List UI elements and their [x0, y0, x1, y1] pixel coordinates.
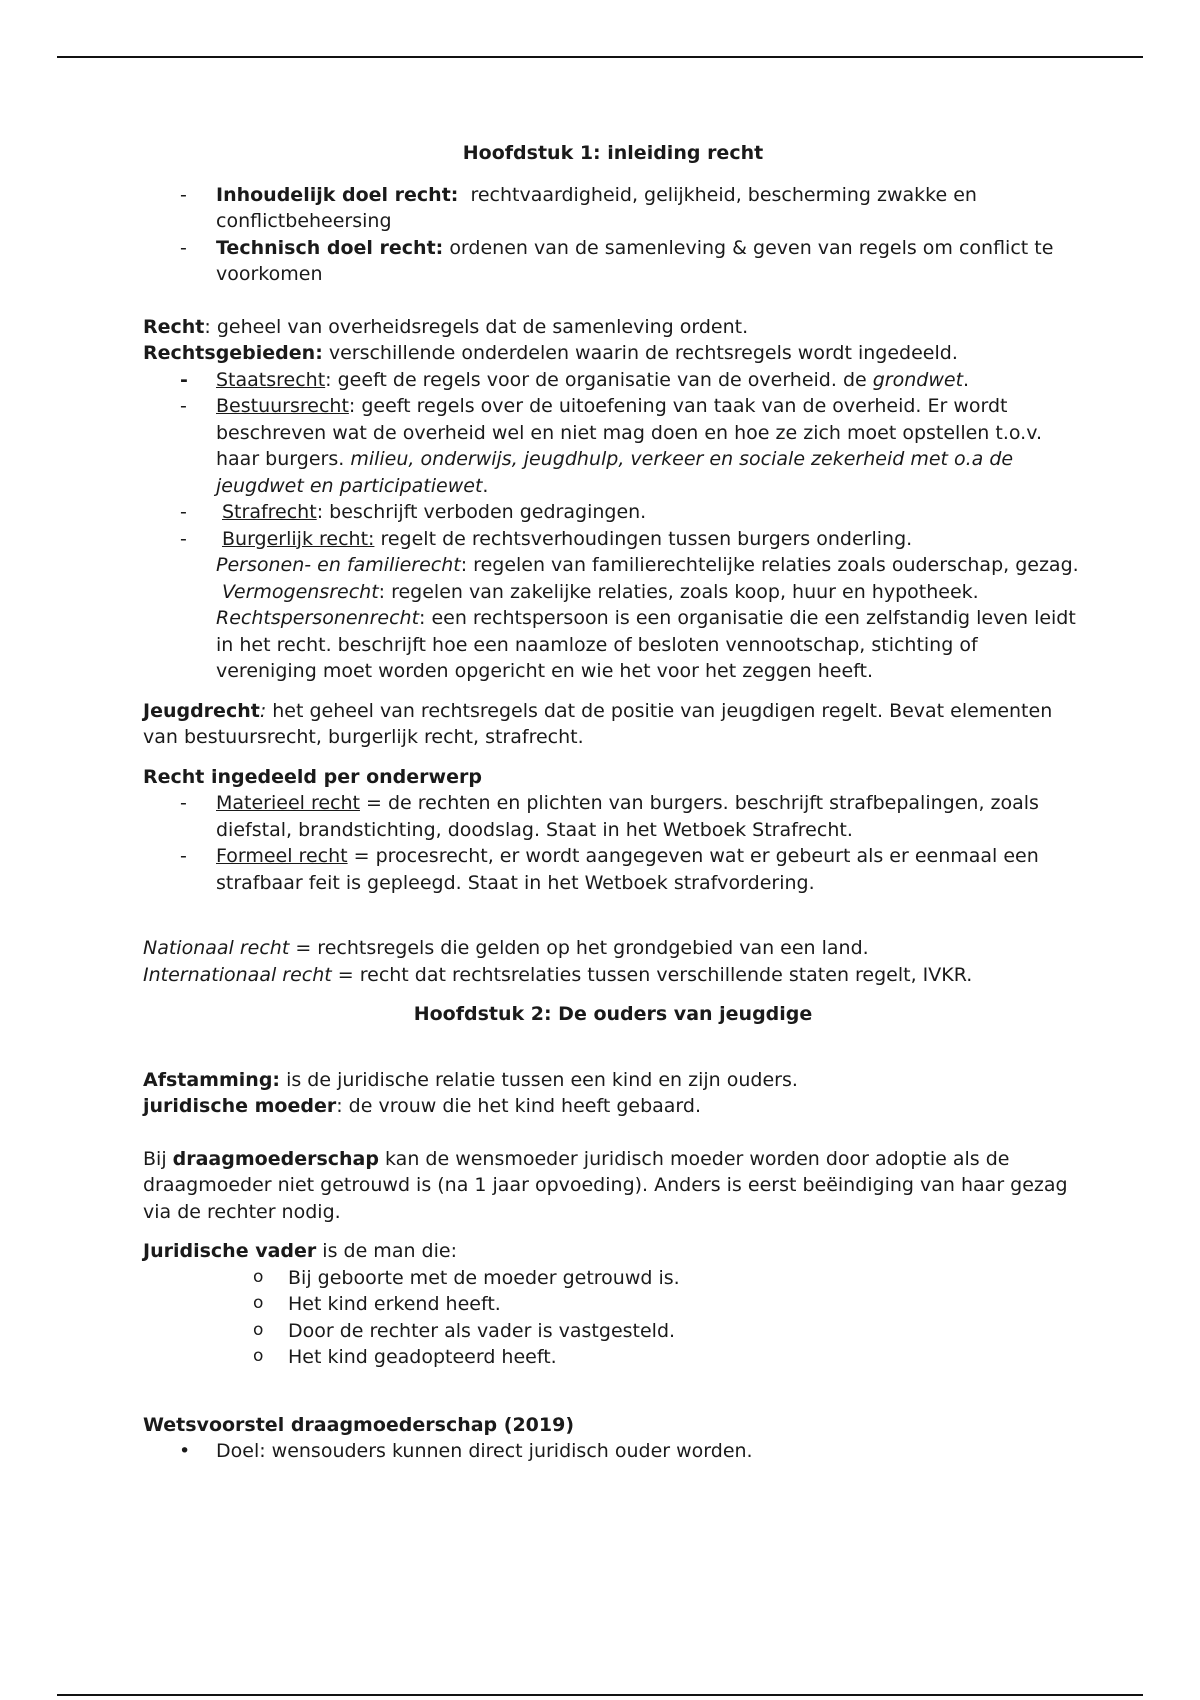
- onderwerp-list: [143, 790, 1083, 896]
- draagmoederschap-paragraph: [143, 1146, 1083, 1226]
- nationaal-definition: [143, 935, 1083, 962]
- goal-term: Inhoudelijk doel recht:: [216, 183, 459, 206]
- onderwerp-heading: [143, 764, 1083, 791]
- heading-text: Recht ingedeeld per onderwerp: [143, 765, 482, 788]
- definition-text: is de juridische relatie tussen een kind en zijn ouders.: [280, 1068, 798, 1091]
- list-item: o Het kind erkend heeft.: [143, 1291, 1083, 1318]
- list-item: o Het kind geadopteerd heeft.: [143, 1344, 1083, 1371]
- term: juridische moeder: [143, 1095, 337, 1117]
- goal-term: Technisch doel recht:: [216, 236, 444, 259]
- term: Vermogensrecht: [222, 580, 379, 603]
- goals-list: [143, 182, 1083, 288]
- list-item: • Doel: wensouders kunnen direct juridisch ouder worden.: [143, 1438, 1083, 1465]
- list-item: [143, 499, 1083, 526]
- definition-text: : regelen van familierechtelijke relaties zoals ouderschap, gezag.: [460, 554, 1079, 576]
- definition-text: is de man die:: [316, 1240, 457, 1262]
- definition-text: = recht dat rechtsrelaties tussen verschillende staten regelt, IVKR.: [331, 963, 973, 986]
- list-item: [143, 182, 1083, 235]
- definition-text: : geheel van overheidsregels dat de samenleving ordent.: [204, 315, 749, 338]
- term: Juridische vader: [143, 1240, 317, 1262]
- rechtsgebieden-definition: [143, 340, 1083, 367]
- heading-text: Wetsvoorstel draagmoederschap (2019): [143, 1413, 575, 1436]
- chapter-2-title: Hoofdstuk 2: De ouders van jeugdige: [413, 1003, 813, 1025]
- definition-text: = de rechten en plichten van burgers. beschrijft strafbepalingen, zoals diefstal, brandstichting, doodslag. Staat in het Wetboek Strafrecht.: [216, 792, 1039, 841]
- example-text: milieu, onderwijs, jeugdhulp, verkeer en sociale zekerheid met o.a de jeugdwet en participatiewet: [216, 448, 1014, 497]
- term: Internationaal recht: [143, 963, 332, 986]
- vermogens-definition: [143, 579, 1083, 606]
- list-item: [143, 367, 1083, 394]
- term: Jeugdrecht: [143, 699, 260, 722]
- punctuation: :: [259, 699, 267, 722]
- list-item: [143, 843, 1083, 896]
- term: Rechtspersonenrecht: [216, 607, 420, 629]
- term: Formeel recht: [216, 845, 348, 867]
- definition-text: : geeft regels over de uitoefening van taak van de overheid. Er wordt beschreven wat de overheid wel en niet mag doen en hoe ze zich moet opstellen t.o.v. haar burgers.: [216, 395, 1043, 470]
- definition-text: : een rechtspersoon is een organisatie die een zelfstandig leven leidt in het recht. beschrijft hoe een naamloze of besloten vennootschap, stichting of vereniging moet worden opgericht en wie het voor het zeggen heeft.: [216, 607, 1076, 682]
- definition-text: : geeft de regels voor de organisatie van de overheid. de: [325, 368, 873, 391]
- moeder-definition: [143, 1093, 1083, 1120]
- vader-list: [143, 1265, 1083, 1371]
- vader-definition: [143, 1238, 1083, 1265]
- intro-text: Bij: [143, 1147, 173, 1170]
- list-item: [143, 526, 1083, 553]
- header-rule: [57, 56, 1143, 58]
- goal-text: rechtvaardigheid, gelijkheid, bescherming zwakke en conflictbeheersing: [216, 183, 977, 232]
- term: Nationaal recht: [143, 937, 290, 959]
- definition-text: = rechtsregels die gelden op het grondgebied van een land.: [289, 937, 869, 959]
- list-item: o Door de rechter als vader is vastgesteld.: [143, 1318, 1083, 1345]
- personen-definition: [143, 552, 1083, 579]
- document-body: [143, 140, 1083, 1465]
- term: draagmoederschap: [172, 1147, 379, 1170]
- definition-text: : de vrouw die het kind heeft gebaard.: [336, 1095, 702, 1117]
- recht-definition: [143, 314, 1083, 341]
- rechtspersonen-definition: [143, 605, 1083, 685]
- rechtsgebieden-list: [143, 367, 1083, 553]
- definition-text: = procesrecht, er wordt aangegeven wat er gebeurt als er eenmaal een strafbaar feit is gepleegd. Staat in het Wetboek strafvordering.: [216, 845, 1039, 894]
- term: Recht: [143, 315, 205, 338]
- punctuation: .: [963, 368, 970, 391]
- goal-text: ordenen van de samenleving & geven van regels om conflict te voorkomen: [216, 236, 1054, 285]
- definition-text: regelt de rechtsverhoudingen tussen burgers onderling.: [374, 527, 913, 550]
- definition-text: : beschrijft verboden gedragingen.: [316, 501, 647, 523]
- list-item: [143, 790, 1083, 843]
- punctuation: .: [482, 474, 489, 497]
- wetsvoorstel-heading: [143, 1412, 1083, 1439]
- term: Afstamming:: [143, 1068, 281, 1091]
- term: Rechtsgebieden:: [143, 342, 323, 364]
- list-item: [143, 235, 1083, 288]
- definition-text: kan de wensmoeder juridisch moeder worden door adoptie als de draagmoeder niet getrouwd is (na 1 jaar opvoeding). Anders is eerst beëindiging van haar gezag via de rechter nodig.: [143, 1147, 1068, 1223]
- definition-text: het geheel van rechtsregels dat de positie van jeugdigen regelt. Bevat elementen van bestuursrecht, burgerlijk recht, strafrecht.: [143, 699, 1053, 748]
- term: Materieel recht: [216, 792, 360, 814]
- term: Burgerlijk recht:: [222, 527, 375, 550]
- footer-rule: [57, 1694, 1143, 1696]
- chapter-1-title: Hoofdstuk 1: inleiding recht: [462, 142, 764, 164]
- term: Strafrecht: [222, 501, 317, 523]
- list-item: [143, 393, 1083, 499]
- example-text: grondwet: [872, 368, 964, 391]
- definition-text: : regelen van zakelijke relaties, zoals koop, huur en hypotheek.: [378, 580, 979, 603]
- afstamming-definition: [143, 1067, 1083, 1094]
- term: Staatsrecht: [216, 368, 326, 391]
- wetsvoorstel-list: [143, 1438, 1083, 1465]
- term: Personen- en familierecht: [216, 554, 461, 576]
- definition-text: verschillende onderdelen waarin de rechtsregels wordt ingedeeld.: [328, 342, 958, 364]
- term: Bestuursrecht: [216, 395, 349, 417]
- jeugdrecht-definition: [143, 698, 1083, 751]
- list-item: o Bij geboorte met de moeder getrouwd is.: [143, 1265, 1083, 1292]
- internationaal-definition: [143, 962, 1083, 989]
